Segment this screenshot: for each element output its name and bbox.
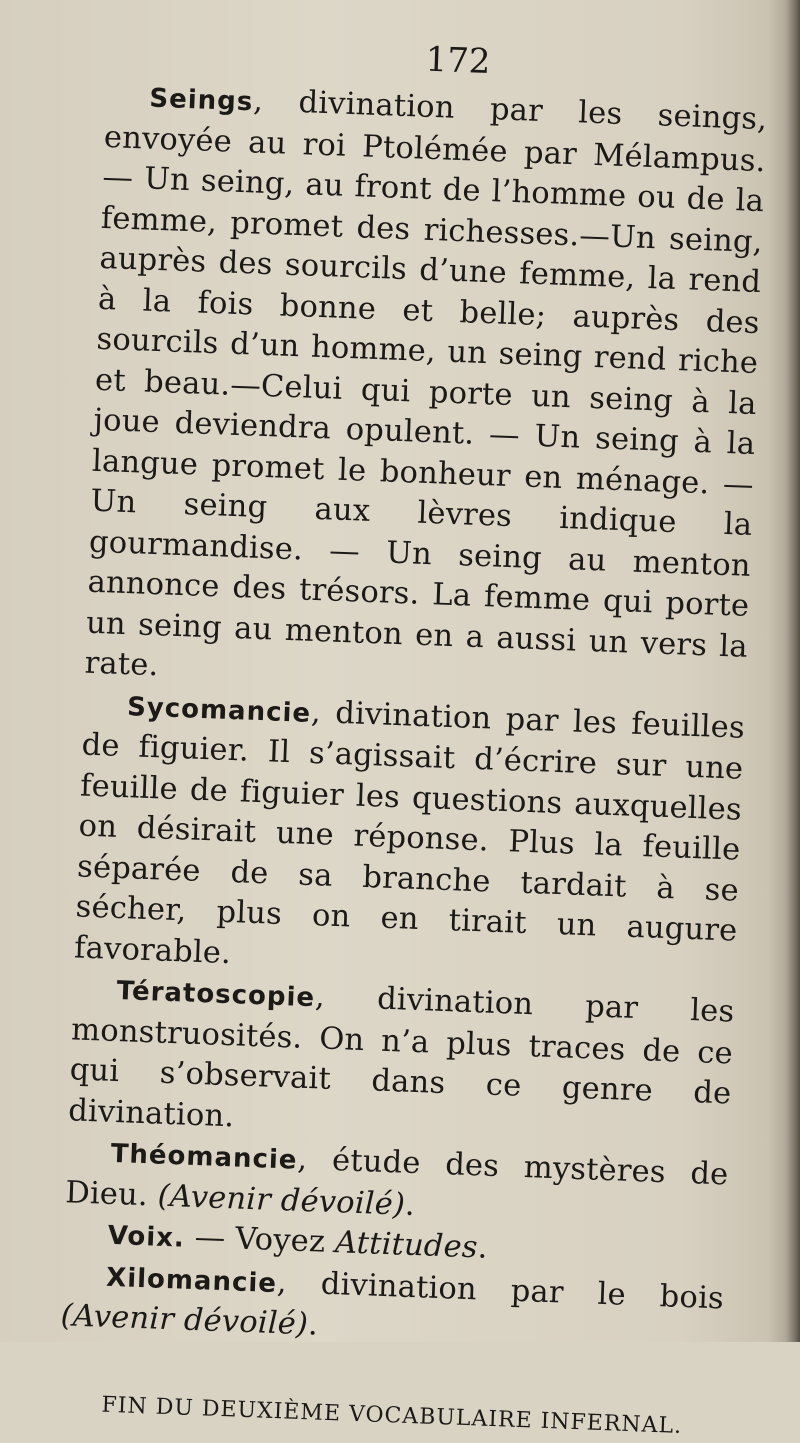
entry-tail: . bbox=[307, 1307, 319, 1343]
entry-sycomancie bbox=[74, 684, 746, 993]
entry-reference: (Avenir dévoilé) bbox=[157, 1178, 406, 1223]
colophon: FIN DU DEUXIÈME VOCABULAIRE INFERNAL. bbox=[101, 1392, 683, 1439]
page-number: 172 bbox=[424, 39, 492, 83]
entry-text: , divination par les seings, envoyée au roi Ptolémée par Mélampus. — Un seing, au front de l’homme ou de la femme, promet des richesses.—Un seing, auprès des sourcils d’une femme, la rend à la fois bonne et belle; auprès des sourcils d’un homme, un seing rend riche et beau.—Celui qui porte un seing à la joue deviendra opulent. — Un seing à la langue promet le bonheur en ménage. — Un seing aux lèvres indique la gourmandise. — Un seing au menton annonce des trésors. La femme qui porte un seing au menton en a aussi un vers la rate. bbox=[84, 83, 768, 684]
page-edge-shadow bbox=[786, 0, 800, 1342]
entry-head: Sycomancie bbox=[126, 691, 312, 729]
entry-teratoscopie bbox=[68, 968, 736, 1155]
entry-reference: Attitudes bbox=[334, 1225, 479, 1266]
entry-reference: (Avenir dévoilé) bbox=[60, 1298, 309, 1343]
entry-text: , divination par les monstruosités. On n’a plus traces de ce qui s’observait dans ce genre de divination. bbox=[67, 979, 736, 1134]
entry-text: , divination par le bois bbox=[276, 1264, 725, 1316]
entry-head: Tératoscopie bbox=[116, 975, 316, 1014]
text-block bbox=[57, 28, 770, 1443]
entry-tail: . bbox=[404, 1187, 416, 1223]
entry-text: , étude des mystères de Dieu. bbox=[64, 1141, 730, 1214]
entry-head: Théomancie bbox=[110, 1138, 299, 1176]
entry-head: Voix. bbox=[107, 1220, 186, 1254]
entry-head: Xilomancie bbox=[105, 1262, 278, 1299]
entry-head: Seings bbox=[148, 83, 254, 118]
entry-seings bbox=[84, 76, 768, 708]
entry-tail: . bbox=[477, 1230, 489, 1266]
entry-text: , divination par les feuilles de figuier. Il s’agissait d’écrire sur une feuille de figuier les questions auxquelles on désirait une réponse. Plus la feuille séparée de sa branche tardait à se sécher, plus on en tirait un augure favorable. bbox=[73, 694, 746, 971]
entry-text: — Voyez bbox=[184, 1219, 336, 1261]
